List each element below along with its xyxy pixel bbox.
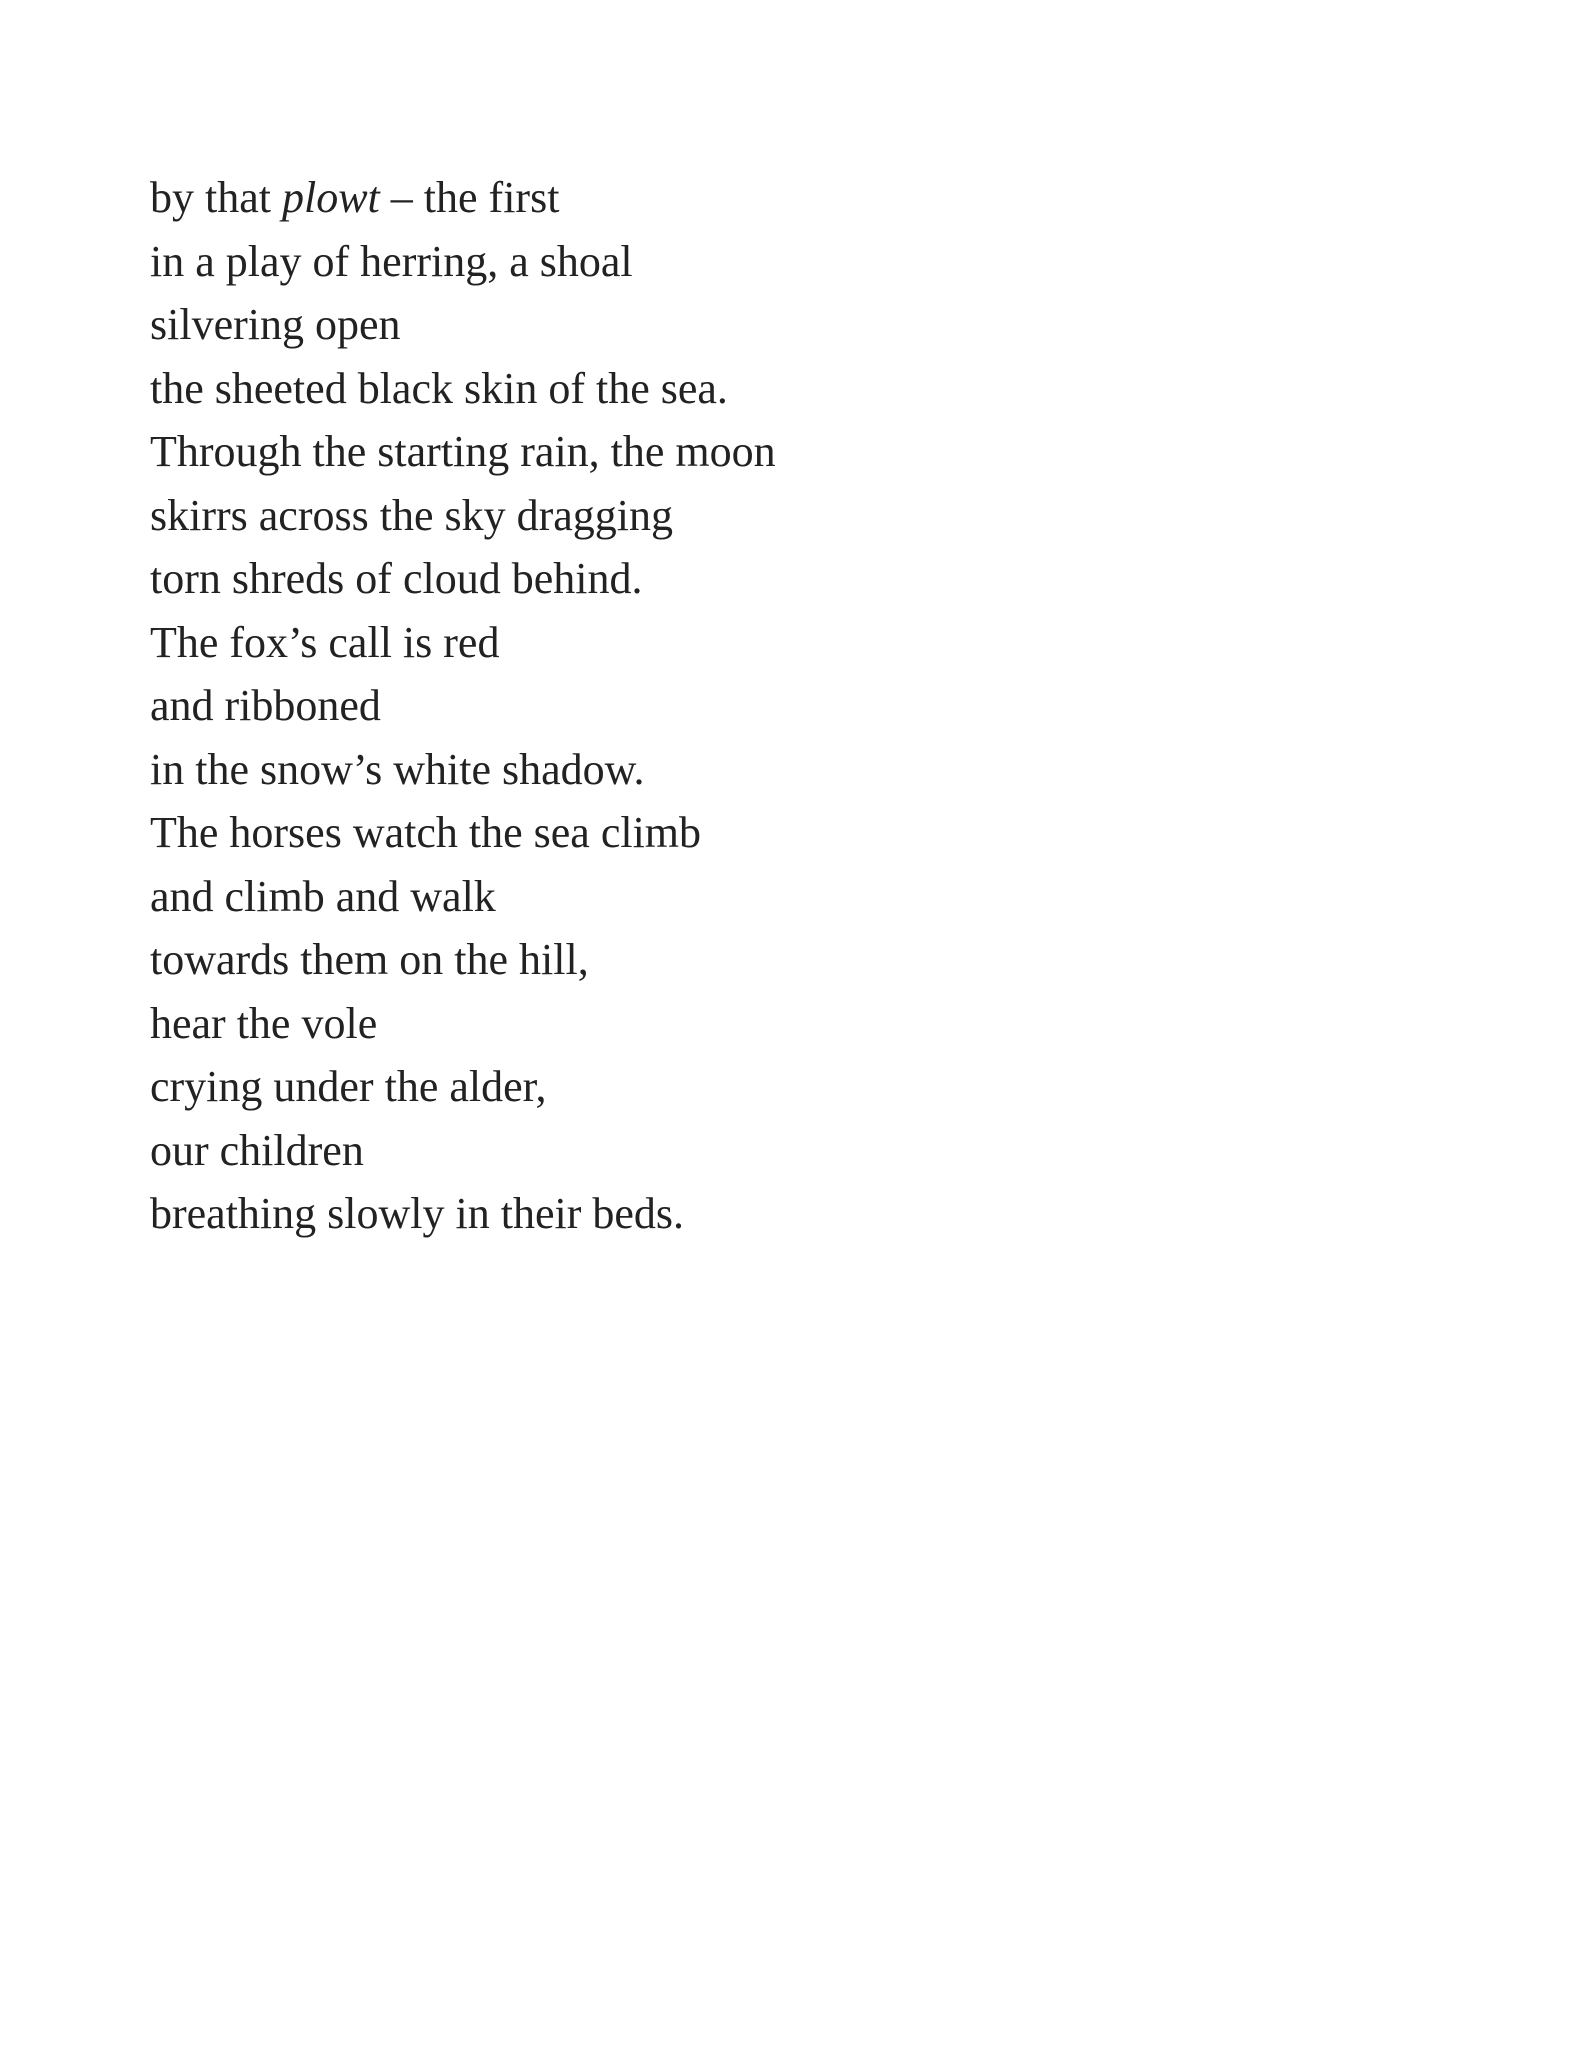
poem-line-1-start: by that [150, 173, 282, 222]
poem-line: and ribboned [150, 681, 381, 730]
poem-line: The horses watch the sea climb [150, 808, 702, 857]
poem-line: hear the vole [150, 998, 378, 1048]
poem-line [150, 166, 776, 230]
poem-line: torn shreds of cloud behind. [150, 554, 643, 603]
poem-line: The fox’s call is red [150, 617, 500, 667]
poem-line-1-end: – the first [379, 173, 560, 222]
poem-line: towards them on the hill, [150, 935, 589, 984]
poem-line: silvering open [150, 300, 401, 349]
poem-line-1-italic-word: plowt [281, 173, 380, 222]
poem-text [150, 166, 776, 1246]
poem-line: our children [150, 1125, 364, 1175]
poem-line: the sheeted black skin of the sea. [150, 363, 728, 413]
poem-line: crying under the alder, [150, 1062, 547, 1111]
poem-line: breathing slowly in their beds. [150, 1189, 685, 1238]
poem-line: and climb and walk [150, 871, 496, 921]
poem-line: Through the starting rain, the moon [150, 427, 776, 476]
poem-line: in the snow’s white shadow. [150, 744, 645, 794]
poem-line: in a play of herring, a shoal [150, 236, 633, 286]
poem-line: skirrs across the sky dragging [150, 490, 674, 540]
